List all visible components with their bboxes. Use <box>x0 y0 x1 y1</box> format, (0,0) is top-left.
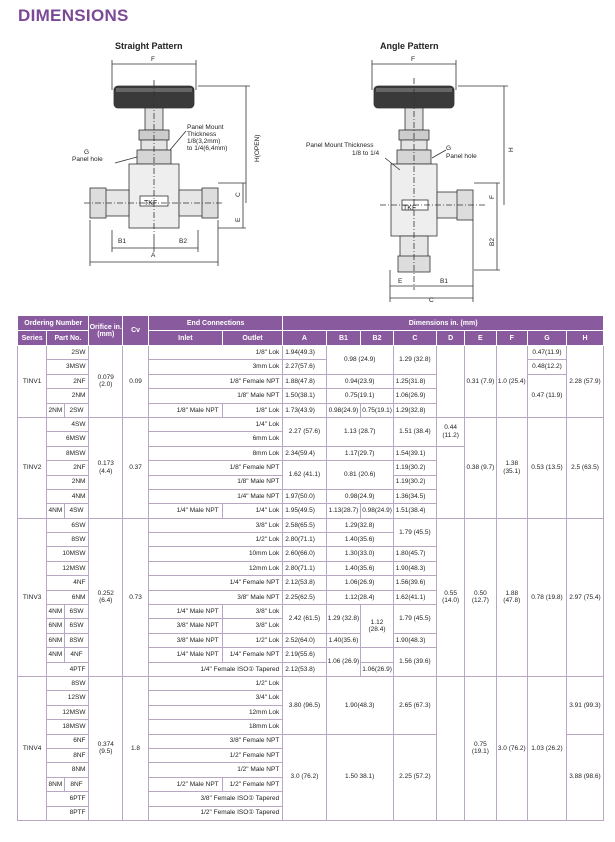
series-cell: TINV2 <box>18 417 47 518</box>
a-cell: 2.25(62.5) <box>283 590 326 604</box>
series-cell: TINV1 <box>18 346 47 418</box>
header-inlet: Inlet <box>149 331 223 346</box>
inlet-cell: 1/4" Female NPT <box>149 576 283 590</box>
part-no-cell: 12SW <box>47 691 89 705</box>
angle-pattern-title: Angle Pattern <box>380 41 439 51</box>
angle-f2-label: F <box>489 195 496 199</box>
c-cell: 1.19(30.2) <box>393 475 436 489</box>
part-no-cell: 10MSW <box>47 547 89 561</box>
d-cell <box>437 446 465 518</box>
orifice-cell: 0.173 (4.4) <box>89 417 123 518</box>
h-cell: 2.5 (63.5) <box>566 417 603 518</box>
d-cell: 0.55 (14.0) <box>437 518 465 676</box>
straight-panel-mount-label: Panel Mount <box>187 124 224 131</box>
a-cell: 3.0 (76.2) <box>283 734 326 820</box>
straight-pattern-title: Straight Pattern <box>115 41 183 51</box>
inlet-cell: 6mm Lok <box>149 432 283 446</box>
angle-panel-mount-label: Panel Mount Thickness <box>306 142 374 149</box>
inlet-cell: 3/8" Male NPT <box>149 633 223 647</box>
straight-valve-drawing <box>84 60 250 266</box>
part-no-cell: 8SW <box>64 633 89 647</box>
b1-cell: 1.06 (26.9) <box>326 648 361 677</box>
straight-a-label: A <box>151 252 156 259</box>
c-cell: 1.62(41.1) <box>393 590 436 604</box>
part-no-cell: 2SW <box>64 403 89 417</box>
part-no-cell: 2SW <box>47 346 89 360</box>
straight-h-open-label: H(OPEN) <box>254 134 261 162</box>
part-no-cell: 6NM <box>47 633 64 647</box>
a-cell: 1.73(43.9) <box>283 403 326 417</box>
b1-cell: 1.40(35.6) <box>326 633 361 647</box>
angle-b2-label: B2 <box>489 238 496 246</box>
part-no-cell: 8SW <box>47 676 89 690</box>
f-cell: 1.0 (25.4) <box>496 346 527 418</box>
angle-g-label: G <box>446 145 452 152</box>
part-no-cell: 6NM <box>47 590 89 604</box>
straight-g-label: G <box>84 149 90 156</box>
part-no-cell: 6SW <box>64 619 89 633</box>
c-cell: 1.06(26.9) <box>393 389 436 403</box>
inlet-cell: 1/4" Female ISO① Tapered <box>149 662 283 676</box>
b2-cell: 1.06(26.9) <box>361 662 393 676</box>
orifice-cell: 0.079 (2.0) <box>89 346 123 418</box>
b-cell: 1.90(48.3) <box>326 676 393 734</box>
header-b2: B2 <box>361 331 393 346</box>
b2-cell: 0.98(24.9) <box>361 504 393 518</box>
part-no-cell: 2NF <box>47 374 89 388</box>
inlet-cell: 3/4" Lok <box>149 691 283 705</box>
c-cell: 1.79 (45.5) <box>393 605 436 634</box>
part-no-cell: 8NM <box>47 777 64 791</box>
c-cell: 2.65 (67.3) <box>393 676 436 734</box>
outlet-cell: 1/4" Lok <box>222 504 283 518</box>
header-f: F <box>496 331 527 346</box>
b-cell: 1.06(26.9) <box>326 576 393 590</box>
angle-f-label: F <box>411 56 415 63</box>
part-no-cell: 6PTF <box>47 792 89 806</box>
b2-cell: 1.12 (28.4) <box>361 605 393 648</box>
a-cell: 2.80(71.1) <box>283 533 326 547</box>
inlet-cell: 1/8" Female NPT <box>149 374 283 388</box>
orifice-cell: 0.374 (9.5) <box>89 676 123 820</box>
h-cell: 2.28 (57.9) <box>566 346 603 418</box>
outlet-cell: 1/2" Female NPT <box>222 777 283 791</box>
d-cell <box>437 346 465 418</box>
inlet-cell: 1/8" Male NPT <box>149 403 223 417</box>
a-cell: 1.88(47.8) <box>283 374 326 388</box>
g-cell: 0.48(12.2) <box>527 360 566 374</box>
part-no-cell: 18MSW <box>47 720 89 734</box>
part-no-cell: 4SW <box>47 417 89 431</box>
part-no-cell: 4NM <box>47 648 64 662</box>
inlet-cell: 1/8" Female NPT <box>149 461 283 475</box>
part-no-cell: 2NM <box>47 403 64 417</box>
c-cell: 1.56(39.6) <box>393 576 436 590</box>
b-cell: 0.98 (24.9) <box>326 346 393 375</box>
part-no-cell: 8MSW <box>47 446 89 460</box>
part-no-cell: 6NF <box>47 734 89 748</box>
b-cell: 1.17(29.7) <box>326 446 393 460</box>
outlet-cell: 1/8" Lok <box>222 403 283 417</box>
angle-panel-hole-label: Panel hole <box>446 153 477 160</box>
e-cell: 0.50 (12.7) <box>465 518 496 676</box>
b-cell: 1.50 38.1) <box>326 734 393 820</box>
straight-b1-label: B1 <box>118 238 126 245</box>
e-cell: 0.75 (19.1) <box>465 676 496 820</box>
part-no-cell: 4NF <box>64 648 89 662</box>
a-cell: 2.52(64.0) <box>283 633 326 647</box>
inlet-cell: 10mm Lok <box>149 547 283 561</box>
a-cell: 2.58(65.5) <box>283 518 326 532</box>
g-cell: 0.47(11.9) <box>527 346 566 360</box>
a-cell: 1.97(50.0) <box>283 489 326 503</box>
inlet-cell: 3/8" Female ISO① Tapered <box>149 792 283 806</box>
inlet-cell: 3/8" Male NPT <box>149 590 283 604</box>
part-no-cell: 4NF <box>47 576 89 590</box>
straight-brand-label: TKF <box>144 200 158 207</box>
a-cell: 2.12(53.8) <box>283 576 326 590</box>
b1-cell: 1.29 (32.8) <box>326 605 361 634</box>
f-cell: 1.88 (47.8) <box>496 518 527 676</box>
a-cell: 3.80 (96.5) <box>283 676 326 734</box>
h-cell: 2.97 (75.4) <box>566 518 603 676</box>
c-cell: 2.25 (57.2) <box>393 734 436 820</box>
part-no-cell: 3MSW <box>47 360 89 374</box>
header-cv: Cv <box>123 316 149 346</box>
d-cell: 0.44 (11.2) <box>437 417 465 446</box>
part-no-cell: 6SW <box>64 605 89 619</box>
cv-cell: 1.8 <box>123 676 149 820</box>
part-no-cell: 2NM <box>47 389 89 403</box>
b-cell: 0.94(23.9) <box>326 374 393 388</box>
cv-cell: 0.37 <box>123 417 149 518</box>
c-cell: 1.25(31.8) <box>393 374 436 388</box>
series-cell: TINV4 <box>18 676 47 820</box>
part-no-cell: 8SW <box>47 533 89 547</box>
part-no-cell: 4SW <box>64 504 89 518</box>
header-end-connections: End Connections <box>149 316 283 331</box>
c-cell: 1.29 (32.8) <box>393 346 436 375</box>
straight-thickness-to-label: to 1/4(6,4mm) <box>187 145 228 152</box>
g-cell: 0.78 (19.8) <box>527 518 566 676</box>
header-b1: B1 <box>326 331 361 346</box>
part-no-cell: 6MSW <box>47 432 89 446</box>
inlet-cell: 12mm Lok <box>149 561 283 575</box>
inlet-cell: 1/4" Male NPT <box>149 648 223 662</box>
angle-h-label: H <box>508 147 515 152</box>
angle-thickness-range-label: 1/8 to 1/4 <box>352 150 380 157</box>
inlet-cell: 3mm Lok <box>149 360 283 374</box>
a-cell: 2.19(55.6) <box>283 648 326 662</box>
c-cell: 1.51(38.4) <box>393 504 436 518</box>
header-outlet: Outlet <box>222 331 283 346</box>
inlet-cell: 18mm Lok <box>149 720 283 734</box>
table-row <box>18 518 604 532</box>
f-cell: 3.0 (76.2) <box>496 676 527 820</box>
c-cell: 1.54(39.1) <box>393 446 436 460</box>
part-no-cell: 4PTF <box>47 662 89 676</box>
part-no-cell: 4NM <box>47 489 89 503</box>
table-row <box>18 676 604 690</box>
b-cell: 1.29(32.8) <box>326 518 393 532</box>
inlet-cell: 1/2" Male NPT <box>149 763 283 777</box>
c-cell: 1.79 (45.5) <box>393 518 436 547</box>
b1-cell: 1.13(28.7) <box>326 504 361 518</box>
straight-c-label: C <box>235 192 242 197</box>
a-cell: 2.27 (57.6) <box>283 417 326 446</box>
d-cell <box>437 676 465 820</box>
inlet-cell: 3/8" Male NPT <box>149 619 223 633</box>
b-cell: 1.30(33.0) <box>326 547 393 561</box>
header-ordering-number: Ordering Number <box>18 316 89 331</box>
series-cell: TINV3 <box>18 518 47 676</box>
inlet-cell: 1/2" Female NPT <box>149 748 283 762</box>
inlet-cell: 3/8" Female NPT <box>149 734 283 748</box>
inlet-cell: 1/8" Male NPT <box>149 389 283 403</box>
part-no-cell: 8NF <box>47 748 89 762</box>
part-no-cell: 2NM <box>47 475 89 489</box>
table-row <box>18 346 604 360</box>
f-cell: 1.38 (35.1) <box>496 417 527 518</box>
part-no-cell: 8PTF <box>47 806 89 820</box>
c-cell: 1.90(48.3) <box>393 561 436 575</box>
a-cell: 2.80(71.1) <box>283 561 326 575</box>
a-cell: 1.94(49.3) <box>283 346 326 360</box>
inlet-cell: 1/4" Male NPT <box>149 489 283 503</box>
inlet-cell: 1/8" Male NPT <box>149 475 283 489</box>
inlet-cell: 1/2" Female ISO① Tapered <box>149 806 283 820</box>
b-cell: 0.81 (20.6) <box>326 461 393 490</box>
straight-f-label: F <box>151 56 155 63</box>
page-title: DIMENSIONS <box>18 6 129 25</box>
inlet-cell: 1/2" Lok <box>149 533 283 547</box>
b-cell: 0.75(19.1) <box>326 389 393 403</box>
part-no-cell: 12MSW <box>47 561 89 575</box>
a-cell: 2.60(66.0) <box>283 547 326 561</box>
a-cell: 1.95(49.5) <box>283 504 326 518</box>
inlet-cell: 1/2" Male NPT <box>149 777 223 791</box>
angle-c-label: C <box>429 297 434 304</box>
angle-e-label: E <box>398 278 403 285</box>
part-no-cell: 6SW <box>47 518 89 532</box>
part-no-cell: 4NM <box>47 605 64 619</box>
outlet-cell: 1/2" Lok <box>222 633 283 647</box>
b-cell: 1.12(28.4) <box>326 590 393 604</box>
c-cell: 1.19(30.2) <box>393 461 436 475</box>
a-cell: 2.42 (61.5) <box>283 605 326 634</box>
cv-cell: 0.73 <box>123 518 149 676</box>
inlet-cell: 1/2" Lok <box>149 676 283 690</box>
straight-panel-hole-label: Panel hole <box>72 156 103 163</box>
outlet-cell: 3/8" Lok <box>222 605 283 619</box>
dimensions-table <box>17 315 604 821</box>
header-d: D <box>437 331 465 346</box>
header-part-no: Part No. <box>47 331 89 346</box>
straight-thickness-range-label: 1/8(3,2mm) <box>187 138 221 145</box>
angle-b1-label: B1 <box>440 278 448 285</box>
part-no-cell: 12MSW <box>47 705 89 719</box>
a-cell: 2.12(53.8) <box>283 662 326 676</box>
c-cell: 1.51 (38.4) <box>393 417 436 446</box>
c-cell: 1.29(32.8) <box>393 403 436 417</box>
header-g: G <box>527 331 566 346</box>
b2-cell: 0.75(19.1) <box>361 403 393 417</box>
a-cell: 1.50(38.1) <box>283 389 326 403</box>
g-cell: 1.03 (26.2) <box>527 676 566 820</box>
outlet-cell: 3/8" Lok <box>222 619 283 633</box>
part-no-cell: 6NM <box>47 619 64 633</box>
a-cell: 1.62 (41.1) <box>283 461 326 490</box>
orifice-cell: 0.252 (6.4) <box>89 518 123 676</box>
header-h: H <box>566 331 603 346</box>
c-cell: 1.36(34.5) <box>393 489 436 503</box>
b-cell: 1.40(35.6) <box>326 561 393 575</box>
c-cell: 1.56 (39.6) <box>393 648 436 677</box>
part-no-cell: 8NM <box>47 763 89 777</box>
angle-valve-drawing <box>372 60 508 302</box>
part-no-cell: 4NM <box>47 504 64 518</box>
b2-cell <box>361 648 393 662</box>
inlet-cell: 8mm Lok <box>149 446 283 460</box>
header-c: C <box>393 331 436 346</box>
h-cell: 3.88 (98.6) <box>566 734 603 820</box>
part-no-cell: 8NF <box>64 777 89 791</box>
c-cell: 1.90(48.3) <box>393 633 436 647</box>
cv-cell: 0.09 <box>123 346 149 418</box>
inlet-cell: 3/8" Lok <box>149 518 283 532</box>
g-cell: 0.47 (11.9) <box>527 374 566 417</box>
h-cell: 3.91 (99.3) <box>566 676 603 734</box>
table-row <box>18 417 604 431</box>
outlet-cell: 1/4" Female NPT <box>222 648 283 662</box>
header-series: Series <box>18 331 47 346</box>
c-cell: 1.80(45.7) <box>393 547 436 561</box>
straight-e-label: E <box>235 217 242 222</box>
g-cell: 0.53 (13.5) <box>527 417 566 518</box>
inlet-cell: 1/4" Male NPT <box>149 504 223 518</box>
inlet-cell: 1/4" Male NPT <box>149 605 223 619</box>
b1-cell: 0.98(24.9) <box>326 403 361 417</box>
a-cell: 2.34(59.4) <box>283 446 326 460</box>
angle-brand-label: TKF <box>403 205 417 212</box>
b-cell: 1.13 (28.7) <box>326 417 393 446</box>
e-cell: 0.38 (9.7) <box>465 417 496 518</box>
b-cell: 1.40(35.6) <box>326 533 393 547</box>
a-cell: 2.27(57.6) <box>283 360 326 374</box>
inlet-cell: 1/4" Lok <box>149 417 283 431</box>
inlet-cell: 12mm Lok <box>149 705 283 719</box>
e-cell: 0.31 (7.9) <box>465 346 496 418</box>
inlet-cell: 1/8" Lok <box>149 346 283 360</box>
header-e: E <box>465 331 496 346</box>
part-no-cell: 2NF <box>47 461 89 475</box>
b-cell: 0.98(24.9) <box>326 489 393 503</box>
header-dimensions: Dimensions in. (mm) <box>283 316 604 331</box>
header-orifice: Orifice in. (mm) <box>89 316 123 346</box>
header-a: A <box>283 331 326 346</box>
straight-thickness-label: Thickness <box>187 131 217 138</box>
straight-b2-label: B2 <box>179 238 187 245</box>
